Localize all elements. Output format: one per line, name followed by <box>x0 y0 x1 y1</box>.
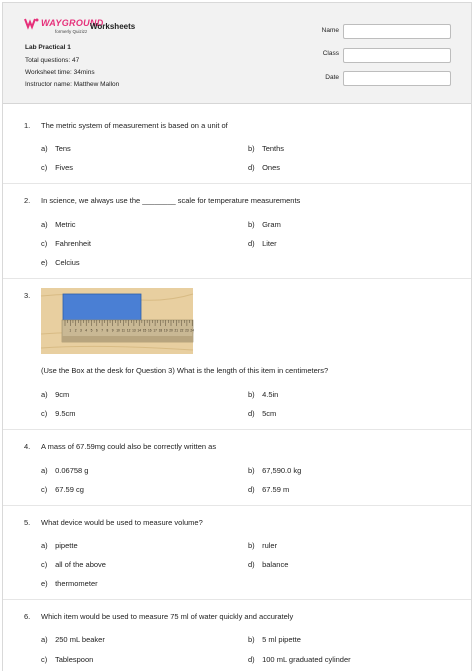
option-text: Metric <box>55 220 76 229</box>
option-a[interactable] <box>41 390 69 399</box>
worksheet-header <box>3 3 471 104</box>
option-text: Gram <box>262 220 281 229</box>
option-text: 0.06758 g <box>55 466 89 475</box>
question-number: 6. <box>24 612 31 621</box>
option-a[interactable] <box>41 541 78 550</box>
option-text: Tenths <box>261 144 285 153</box>
option-letter: b) <box>248 466 255 475</box>
option-text: balance <box>262 560 289 569</box>
ruler-tick-label: 23 <box>185 328 189 333</box>
option-letter: b) <box>248 390 255 399</box>
option-a[interactable] <box>41 220 76 229</box>
ruler-tick-label: 8 <box>106 328 109 333</box>
option-e[interactable] <box>41 258 80 267</box>
option-a[interactable] <box>41 466 88 475</box>
option-text: Fives <box>55 163 74 172</box>
ruler-tick-label: 21 <box>174 328 179 333</box>
option-letter: b) <box>248 541 255 550</box>
question-text: The metric system of measurement is based on a unit of <box>41 121 228 130</box>
date-label: Date <box>325 74 339 81</box>
name-label: Name <box>321 27 339 34</box>
option-text: ruler <box>262 541 278 550</box>
option-text: 9cm <box>55 390 70 399</box>
ruler-tick-label: 3 <box>80 328 82 333</box>
instructor-name: Instructor name: Matthew Mallon <box>25 81 120 88</box>
brand-name: WAYGROUND <box>41 18 104 28</box>
question-divider <box>3 505 471 506</box>
ruler-tick-label: 20 <box>169 328 173 333</box>
class-field[interactable] <box>343 48 451 63</box>
brand-sub: formerly Quizizz <box>55 29 88 34</box>
question-divider <box>3 429 471 430</box>
ruler-tick-label: 12 <box>126 328 131 333</box>
option-text: 5cm <box>262 409 277 418</box>
option-letter: e) <box>41 579 48 588</box>
option-b[interactable] <box>248 144 284 153</box>
question-text: In science, we always use the ________ scale for temperature measurements <box>41 196 301 205</box>
ruler-tick-label: 19 <box>163 328 168 333</box>
question-text: What device would be used to measure volume? <box>41 518 203 527</box>
ruler-tick-label: 13 <box>132 328 136 333</box>
option-b[interactable] <box>248 220 281 229</box>
option-d[interactable] <box>248 163 280 172</box>
option-c[interactable] <box>41 485 84 494</box>
option-b[interactable] <box>248 635 301 644</box>
option-text: pipette <box>55 541 78 550</box>
option-text: all of the above <box>55 560 106 569</box>
ruler-tick-label: 17 <box>153 328 157 333</box>
question-divider <box>3 278 471 279</box>
option-text: Liter <box>262 239 277 248</box>
option-b[interactable] <box>248 466 301 475</box>
option-letter: c) <box>41 163 48 172</box>
worksheet-title: Lab Practical 1 <box>25 44 71 51</box>
ruler-tick-label: 6 <box>95 328 98 333</box>
question-text: A mass of 67.59mg could also be correctly written as <box>41 442 217 451</box>
option-letter: c) <box>41 239 48 248</box>
question-number: 5. <box>24 518 31 527</box>
option-d[interactable] <box>248 560 288 569</box>
option-letter: b) <box>248 635 255 644</box>
option-b[interactable] <box>248 541 277 550</box>
option-text: 67.59 m <box>262 485 290 494</box>
question-number: 2. <box>24 196 31 205</box>
ruler-tick-label: 9 <box>111 328 114 333</box>
option-text: Tens <box>54 144 71 153</box>
option-letter: c) <box>41 409 48 418</box>
option-text: 67.59 cg <box>55 485 84 494</box>
option-e[interactable] <box>41 579 98 588</box>
option-letter: d) <box>248 409 255 418</box>
option-letter: c) <box>41 560 48 569</box>
option-text: Celcius <box>55 258 80 267</box>
option-text: Fahrenheit <box>55 239 91 248</box>
total-questions: Total questions: 47 <box>25 57 80 64</box>
option-a[interactable] <box>41 144 71 153</box>
ruler-tick-label: 15 <box>142 328 147 333</box>
option-letter: c) <box>41 485 48 494</box>
option-letter: c) <box>41 655 48 664</box>
option-letter: b) <box>248 220 255 229</box>
option-letter: d) <box>248 163 255 172</box>
option-letter: d) <box>248 239 255 248</box>
option-text: 67,590.0 kg <box>262 466 302 475</box>
option-c[interactable] <box>41 409 76 418</box>
option-letter: a) <box>41 390 48 399</box>
option-b[interactable] <box>248 390 278 399</box>
option-text: 100 mL graduated cylinder <box>262 655 351 664</box>
option-d[interactable] <box>248 239 277 248</box>
option-d[interactable] <box>248 485 289 494</box>
class-label: Class <box>322 50 339 57</box>
ruler-tick-label: 18 <box>158 328 163 333</box>
worksheet-page <box>2 2 472 671</box>
option-letter: a) <box>41 635 48 644</box>
option-d[interactable] <box>248 655 351 664</box>
ruler-tick-label: 11 <box>121 328 125 333</box>
ruler-tick-label: 22 <box>179 328 184 333</box>
option-text: thermometer <box>55 579 98 588</box>
ruler-image <box>41 288 193 354</box>
option-text: Tablespoon <box>54 655 94 664</box>
question-number: 3. <box>24 291 31 300</box>
logo-mark-icon <box>25 18 39 28</box>
option-letter: a) <box>41 466 48 475</box>
ruler-tick-label: 14 <box>137 328 141 333</box>
option-text: 4.5in <box>262 390 279 399</box>
option-letter: a) <box>41 144 48 153</box>
ruler-tick-label: 1 <box>69 328 72 333</box>
option-c[interactable] <box>41 163 73 172</box>
option-text: 9.5cm <box>55 409 76 418</box>
ruler-tick-label: 7 <box>101 328 103 333</box>
ruler-tick-label: 16 <box>148 328 152 333</box>
question-number: 1. <box>24 121 31 130</box>
section-title: Worksheets <box>90 22 136 31</box>
worksheet-time: Worksheet time: 34mins <box>25 69 95 76</box>
measured-box <box>63 294 141 321</box>
option-text: Ones <box>262 163 281 172</box>
option-c[interactable] <box>41 560 106 569</box>
option-c[interactable] <box>41 655 93 664</box>
ruler-tick-label: 24 <box>190 328 194 333</box>
option-letter: a) <box>41 541 48 550</box>
option-text: 250 mL beaker <box>55 635 105 644</box>
option-letter: d) <box>248 560 255 569</box>
option-letter: d) <box>248 655 255 664</box>
date-field[interactable] <box>343 71 451 86</box>
question-number: 4. <box>24 442 31 451</box>
ruler-tick-label: 5 <box>90 328 93 333</box>
option-c[interactable] <box>41 239 91 248</box>
ruler-tick-label: 4 <box>85 328 88 333</box>
ruler-tick-label: 2 <box>74 328 77 333</box>
option-letter: d) <box>248 485 255 494</box>
option-letter: a) <box>41 220 48 229</box>
question-text: (Use the Box at the desk for Question 3) What is the length of this item in centimeters? <box>41 366 329 375</box>
option-a[interactable] <box>41 635 105 644</box>
ruler-tick-label: 10 <box>116 328 120 333</box>
question-text: Which item would be used to measure 75 ml of water quickly and accurately <box>41 612 294 621</box>
option-d[interactable] <box>248 409 276 418</box>
option-text: 5 ml pipette <box>262 635 301 644</box>
option-letter: e) <box>41 258 48 267</box>
name-field[interactable] <box>343 24 451 39</box>
question-divider <box>3 183 471 184</box>
option-letter: b) <box>248 144 255 153</box>
question-divider <box>3 599 471 600</box>
